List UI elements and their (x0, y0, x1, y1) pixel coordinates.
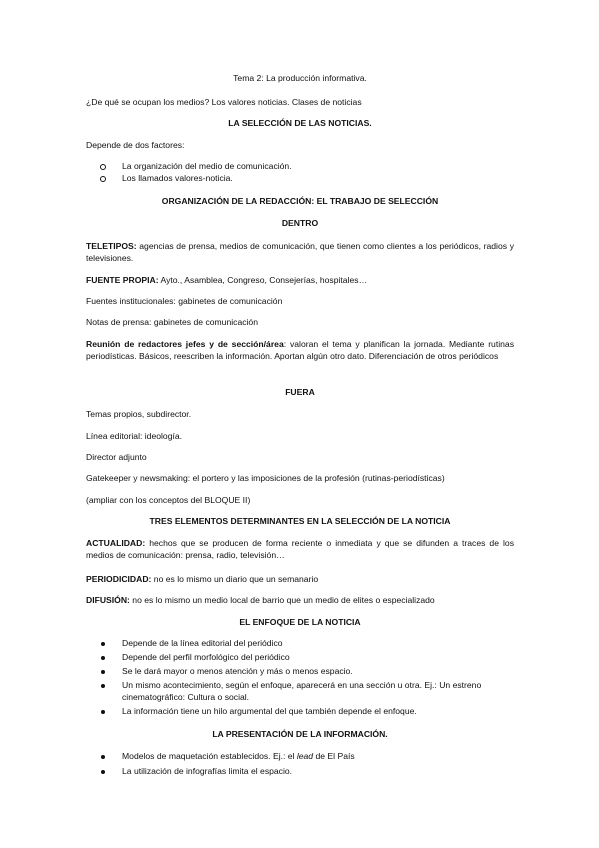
presentacion-list (86, 750, 514, 777)
actualidad-paragraph: ACTUALIDAD: hechos que se producen de forma reciente o inmediata y que se difunden a traces de los medios de comunicación: prensa, radio, televisión… (86, 538, 514, 560)
fuera-item: (ampliar con los conceptos del BLOQUE II) (86, 495, 251, 505)
fuente-propia-paragraph: FUENTE PROPIA: Ayto., Asamblea, Congreso, Consejerías, hospitales… (86, 275, 368, 285)
heading-presentacion: LA PRESENTACIÓN DE LA INFORMACIÓN. (212, 729, 388, 739)
heading-seleccion: LA SELECCIÓN DE LAS NOTICIAS. (228, 118, 372, 128)
circle-bullet-icon (100, 176, 106, 182)
periodicidad-paragraph: PERIODICIDAD: no es lo mismo un diario que un semanario (86, 574, 319, 584)
list-item: Modelos de maquetación establecidos. Ej.: el lead de El País (86, 750, 514, 762)
difusion-paragraph: DIFUSIÓN: no es lo mismo un medio local de barrio que un medio de elites o especializado (86, 595, 435, 605)
fuentes-institucionales: Fuentes institucionales: gabinetes de comunicación (86, 296, 283, 306)
list-item: Un mismo acontecimiento, según el enfoque, aparecerá en una sección u otra. Ej.: Un estreno cinematográfico: Cultura o social. (86, 679, 514, 703)
document-title: Tema 2: La producción informativa. (233, 73, 367, 83)
list-item: La organización del medio de comunicación. (86, 160, 514, 172)
list-item: Se le dará mayor o menos atención y más o menos espacio. (86, 665, 514, 677)
fuera-item: Director adjunto (86, 452, 147, 462)
bullet-icon (101, 656, 105, 660)
heading-organizacion: ORGANIZACIÓN DE LA REDACCIÓN: EL TRABAJO DE SELECCIÓN (161, 196, 439, 206)
reunion-paragraph: Reunión de redactores jefes y de sección/área: valoran el tema y planifican la jornada. Mediante rutinas periodísticas. Básicos, reescriben la información. Aportan algún otro dato. Diferenciación de otros periódicos (86, 339, 514, 361)
teletipos-paragraph: TELETIPOS: agencias de prensa, medios de comunicación, que tienen como clientes a los periódicos, radios y televisiones. (86, 241, 514, 263)
seleccion-lead: Depende de dos factores: (86, 140, 185, 150)
circle-bullet-icon (100, 164, 106, 170)
fuera-item: Gatekeeper y newsmaking: el portero y las imposiciones de la profesión (rutinas-periodísticas) (86, 473, 445, 483)
heading-enfoque: EL ENFOQUE DE LA NOTICIA (239, 617, 361, 627)
heading-tres-elementos: TRES ELEMENTOS DETERMINANTES EN LA SELECCIÓN DE LA NOTICIA (149, 516, 451, 526)
fuera-item: Línea editorial: ideología. (86, 431, 183, 441)
list-item: La utilización de infografías limita el espacio. (86, 765, 514, 777)
notas-de-prensa: Notas de prensa: gabinetes de comunicación (86, 317, 258, 327)
bullet-icon (101, 770, 105, 774)
bullet-icon (101, 642, 105, 646)
heading-dentro: DENTRO (281, 218, 319, 228)
seleccion-list (86, 160, 514, 184)
list-item: La información tiene un hilo argumental del que también depende el enfoque. (86, 705, 514, 717)
list-item: Los llamados valores-noticia. (86, 172, 514, 184)
list-item: Depende del perfil morfológico del periódico (86, 651, 514, 663)
bullet-icon (101, 755, 105, 759)
fuera-item: Temas propios, subdirector. (86, 409, 192, 419)
list-item: Depende de la línea editorial del periódico (86, 637, 514, 649)
intro-line: ¿De qué se ocupan los medios? Los valores noticias. Clases de noticias (86, 97, 362, 107)
bullet-icon (101, 670, 105, 674)
heading-fuera: FUERA (285, 387, 315, 397)
bullet-icon (101, 684, 105, 688)
enfoque-list (86, 637, 514, 717)
bullet-icon (101, 710, 105, 714)
